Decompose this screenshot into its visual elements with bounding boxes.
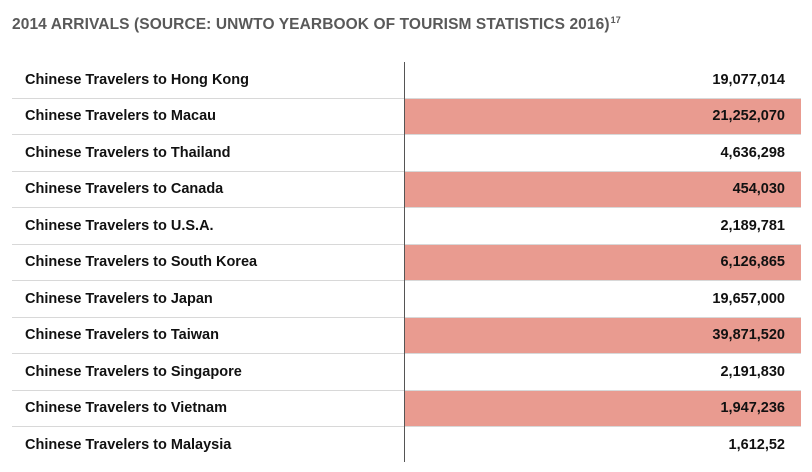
table-row [12,135,801,172]
row-value: 2,189,781 [720,217,785,234]
column-divider [404,62,405,462]
row-label: Chinese Travelers to South Korea [25,254,258,271]
table-row [12,99,801,136]
table-row [12,62,801,99]
row-value: 4,636,298 [720,144,785,161]
row-value: 1,947,236 [405,391,801,427]
row-label: Chinese Travelers to Canada [25,181,224,198]
row-label: Chinese Travelers to Taiwan [25,327,219,344]
footnote-marker: 17 [610,15,621,25]
row-label: Chinese Travelers to Macau [25,108,216,125]
row-value: 39,871,520 [405,318,801,354]
row-value: 21,252,070 [405,99,801,135]
row-label: Chinese Travelers to Malaysia [25,437,232,454]
table-row [12,354,801,391]
row-label: Chinese Travelers to Thailand [25,144,231,161]
row-value: 19,077,014 [712,71,785,88]
table-title-text: 2014 ARRIVALS (SOURCE: UNWTO YEARBOOK OF TOURISM STATISTICS 2016) [12,16,610,33]
row-value: 6,126,865 [405,245,801,281]
row-value: 19,657,000 [712,290,785,307]
row-label: Chinese Travelers to Hong Kong [25,71,249,88]
table-row [12,245,801,282]
table-row [12,208,801,245]
row-value: 454,030 [405,172,801,208]
row-label: Chinese Travelers to Vietnam [25,400,228,417]
row-label: Chinese Travelers to Singapore [25,363,242,380]
arrivals-table [12,62,801,464]
row-label: Chinese Travelers to U.S.A. [25,217,214,234]
table-row [12,391,801,428]
table-title [12,16,621,34]
row-label: Chinese Travelers to Japan [25,290,213,307]
table-row [12,318,801,355]
table-row [12,172,801,209]
table-row [12,281,801,318]
row-value: 1,612,52 [728,437,785,454]
row-value: 2,191,830 [720,363,785,380]
table-row [12,427,801,464]
